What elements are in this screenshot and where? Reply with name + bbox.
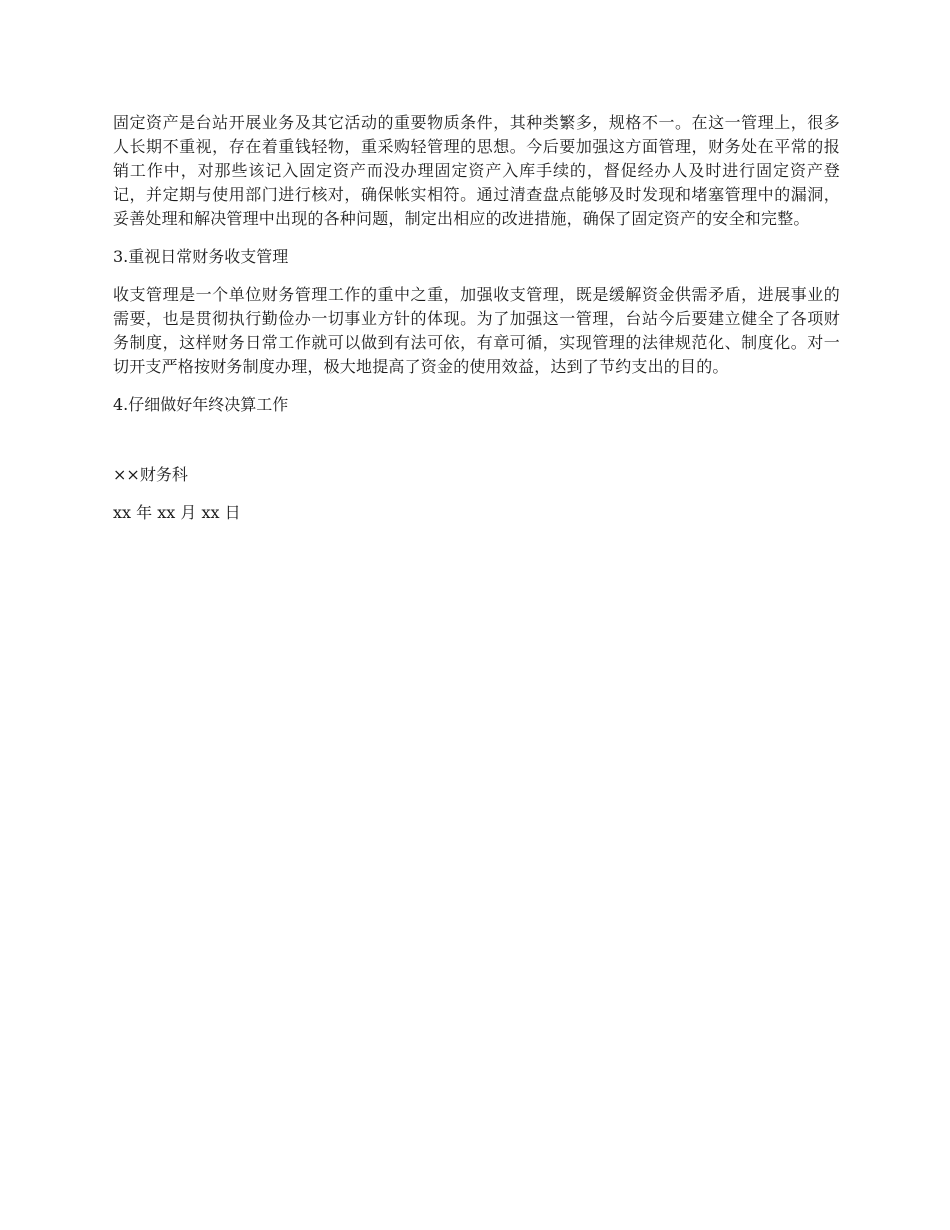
- document-body: [113, 111, 840, 525]
- section-heading-4: 4.仔细做好年终决算工作: [113, 395, 289, 414]
- signature-date: xx 年 xx 月 xx 日: [113, 503, 241, 522]
- paragraph-fixed-assets: 固定资产是台站开展业务及其它活动的重要物质条件，其种类繁多，规格不一。在这一管理上，很多人长期不重视，存在着重钱轻物，重采购轻管理的思想。今后要加强这方面管理，财务处在平常的报销工作中，对那些该记入固定资产而没办理固定资产入库手续的，督促经办人及时进行固定资产登记，并定期与使用部门进行核对，确保帐实相符。通过清查盘点能够及时发现和堵塞管理中的漏洞，妥善处理和解决管理中出现的各种问题，制定出相应的改进措施，确保了固定资产的安全和完整。: [113, 113, 840, 228]
- signature-department: ××财务科: [113, 465, 188, 484]
- section-heading-3: 3.重视日常财务收支管理: [113, 247, 289, 266]
- paragraph-income-expense: 收支管理是一个单位财务管理工作的重中之重，加强收支管理，既是缓解资金供需矛盾，进展事业的需要，也是贯彻执行勤俭办一切事业方针的体现。为了加强这一管理，台站今后要建立健全了各项财务制度，这样财务日常工作就可以做到有法可依，有章可循，实现管理的法律规范化、制度化。对一切开支严格按财务制度办理，极大地提高了资金的使用效益，达到了节约支出的目的。: [113, 285, 840, 376]
